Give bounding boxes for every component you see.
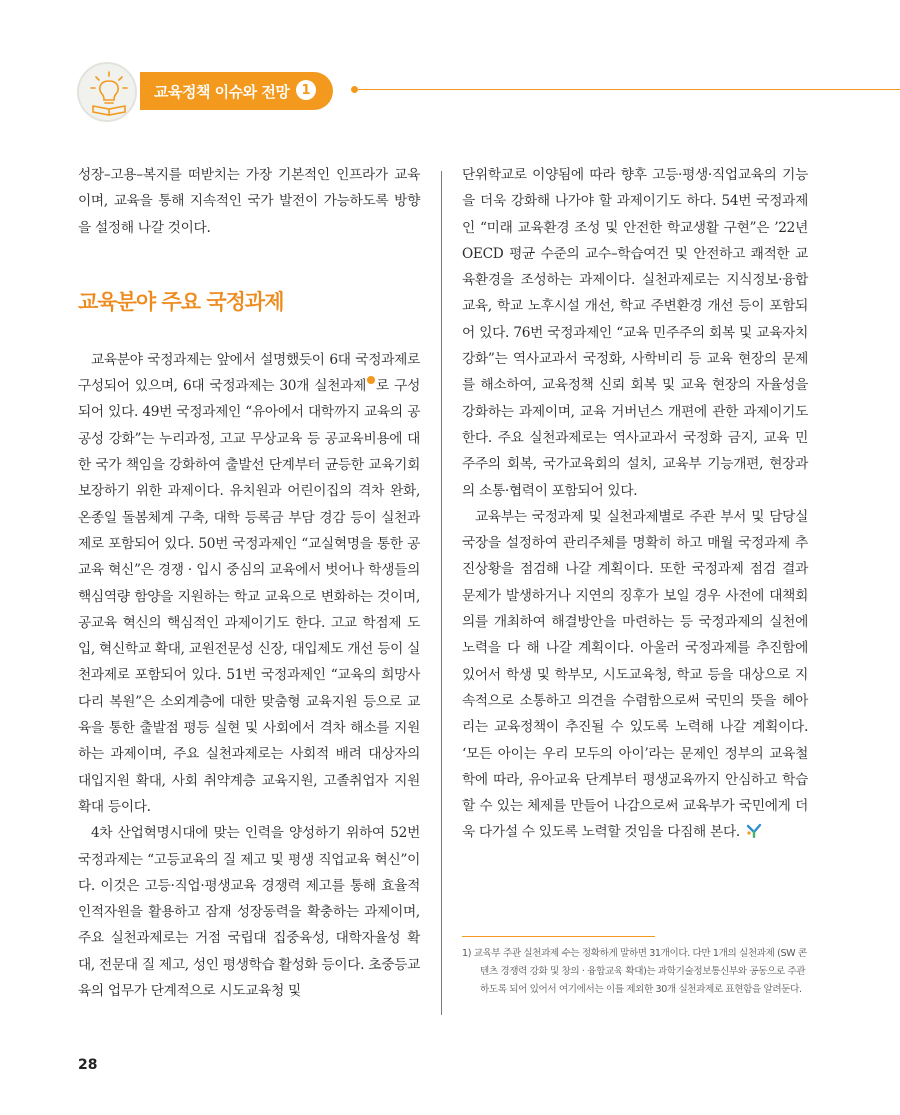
- body-paragraph: [462, 504, 808, 846]
- footnote-text: 1) 교육부 주관 실천과제 수는 정확하게 말하면 31개이다. 다만 1개의 실천과제 (SW 콘텐츠 경쟁력 강화 및 창의 · 융합교육 확대)는 과학기술정보통신부와 공동으로 주관하도록 되어 있어서 여기에서는 이를 제외한 30개 실천과제로 표현함을 알려둔다.: [462, 948, 807, 995]
- footnote: [462, 945, 812, 999]
- page-number: 28: [78, 1057, 98, 1073]
- intro-paragraph: 성장–고용–복지를 떠받치는 가장 기본적인 인프라가 교육이며, 교육을 통해 지속적인 국가 발전이 가능하도록 방향을 설정해 나갈 것이다.: [78, 167, 420, 236]
- footnote-marker-icon[interactable]: [367, 376, 375, 384]
- header-rule: [355, 89, 900, 90]
- body-paragraph: 단위학교로 이양됨에 따라 향후 고등·평생·직업교육의 기능을 더욱 강화해 나가야 할 과제이기도 하다. 54번 국정과제인 “미래 교육환경 조성 및 안전한 학교생활 구현”은 ’22년 OECD 평균 수준의 교수–학습여건 및 안전하고 쾌적한 교육환경을 조성하는 과제이다. 실천과제로는 지식정보·융합교육, 학교 노후시설 개선, 학교 주변환경 개선 등이 포함되어 있다. 76번 국정과제인 “교육 민주주의 회복 및 교육자치 강화”는 역사교과서 국정화, 사학비리 등 교육 현장의 문제를 해소하여, 교육정책 신뢰 회복 및 교육 현장의 자율성을 강화하는 과제이며, 교육 거버넌스 개편에 관한 과제이기도 한다. 주요 실천과제로는 역사교과서 국정화 금지, 교육 민주주의 회복, 국가교육회의 설치, 교육부 기능개편, 현장과의 소통·협력이 포함되어 있다.: [462, 167, 808, 499]
- section-title: 교육분야 주요 국정과제: [78, 289, 284, 314]
- right-column: [462, 162, 808, 846]
- paragraph-text: 교육부는 국정과제 및 실천과제별로 주관 부서 및 담당실국장을 설정하여 관리주체를 명확히 하고 매월 국정과제 추진상황을 점검해 나갈 계획이다. 또한 국정과제 점검 결과 문제가 발생하거나 지연의 징후가 보일 경우 사전에 대책회의를 개최하여 해결방안을 마련하는 등 국정과제의 실천에 노력을 다 해 나갈 계획이다. 아울러 국정과제를 추진함에 있어서 학생 및 학부모, 시도교육청, 학교 등을 대상으로 지속적으로 소통하고 의견을 수렴함으로써 국민의 뜻을 헤아리는 교육정책이 추진될 수 있도록 노력해 나갈 계획이다. ‘모든 아이는 우리 모두의 아이’라는 문제인 정부의 교육철학에 따라, 유아교육 단계부터 평생교육까지 안심하고 학습할 수 있는 체제를 만들어 나감으로써 교육부가 국민에게 더욱 다가설 수 있도록 노력할 것임을 다짐해 본다.: [462, 508, 808, 841]
- section-number-badge: 1: [296, 80, 316, 100]
- section-header-banner: [140, 72, 333, 110]
- column-divider: [441, 171, 442, 1015]
- body-paragraph: [78, 347, 420, 820]
- ministry-logo-icon: [746, 823, 762, 838]
- left-column: [78, 162, 420, 1004]
- section-label: 교육정책 이슈와 전망: [154, 83, 290, 101]
- body-paragraph: 4차 산업혁명시대에 맞는 인력을 양성하기 위하여 52번 국정과제는 “고등교육의 질 제고 및 평생 직업교육 혁신”이다. 이것은 고등·직업·평생교육 경쟁력 제고를 통해 효율적 인적자원을 활용하고 잠재 성장동력을 확충하는 과제이며, 주요 실천과제로는 거점 국립대 집중육성, 대학자율성 확대, 전문대 질 제고, 성인 평생학습 활성화 등이다. 초중등교육의 업무가 단계적으로 시도교육청 및: [78, 825, 420, 1000]
- paragraph-text: 교육분야 국정과제는 앞에서 설명했듯이 6대 국정과제로 구성되어 있으며, 6대 국정과제는 30개 실천과제: [78, 351, 420, 395]
- footnote-rule: [462, 936, 655, 937]
- paragraph-text: 로 구성되어 있다. 49번 국정과제인 “유아에서 대학까지 교육의 공공성 강화”는 누리과정, 고교 무상교육 등 공교육비용에 대한 국가 책임을 강화하여 출발선 단계부터 균등한 교육기회 보장하기 위한 과제이다. 유치원과 어린이집의 격차 완화, 온종일 돌봄체계 구축, 대학 등록금 부담 경감 등이 실천과제로 포함되어 있다. 50번 국정과제인 “교실혁명을 통한 공교육 혁신”은 경쟁 · 입시 중심의 교육에서 벗어나 학생들의 핵심역량 함양을 지원하는 학교 교육으로 변화하는 것이며, 공교육 혁신의 핵심적인 과제이기도 한다. 고교 학점제 도입, 혁신학교 확대, 교원전문성 신장, 대입제도 개선 등이 실천과제로 포함되어 있다. 51번 국정과제인 “교육의 희망사다리 복원”은 소외계층에 대한 맞춤형 교육지원 등으로 교육을 통한 출발점 평등 실현 및 사회에서 격차 해소를 지원하는 과제이며, 주요 실천과제로는 사회적 배려 대상자의 대입지원 확대, 사회 취약계층 교육지원, 고졸취업자 지원 확대 등이다.: [78, 378, 420, 815]
- section-icon-badge: [77, 62, 137, 122]
- lightbulb-book-icon: [87, 70, 131, 116]
